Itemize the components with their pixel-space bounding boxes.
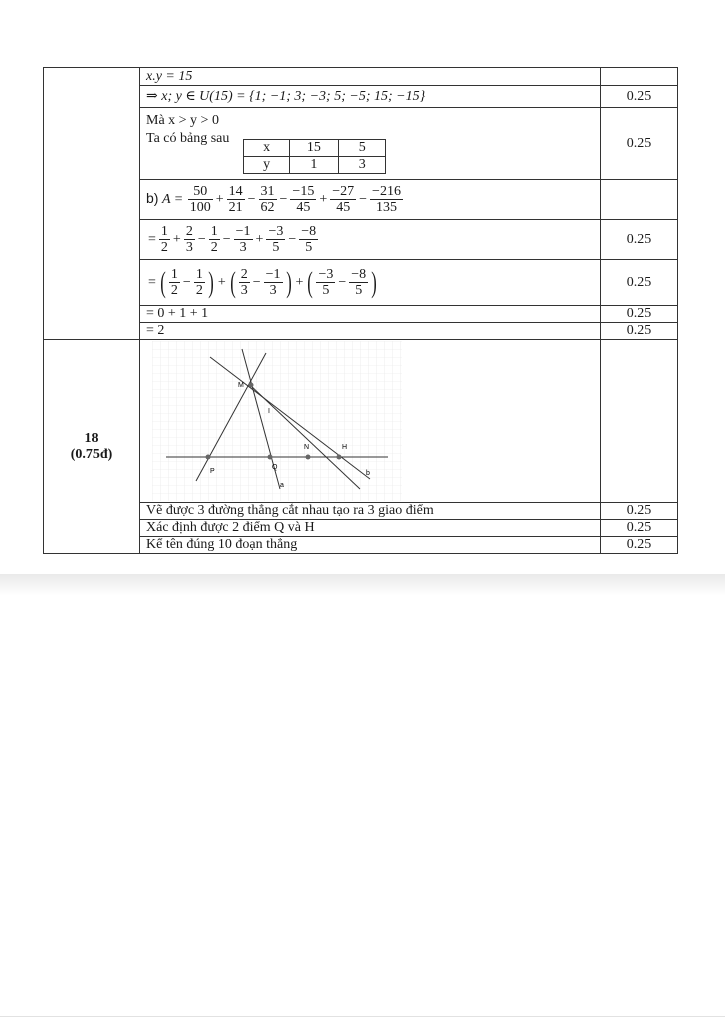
point-q — [268, 455, 273, 460]
numerator: −15 — [292, 183, 315, 199]
denominator: 2 — [160, 240, 168, 255]
step1-expression: = $\frac{1}{2}$ + $\frac{2}{3}$ − $\frac{1}{2}$ − $\frac{-1}{3}$ + $\frac{-3}{5}$ − $\frac{-8}{5}$ — [140, 220, 601, 260]
operator: − — [359, 191, 368, 207]
numerator: −1 — [265, 266, 281, 282]
operator: − — [338, 274, 347, 290]
numerator: 14 — [228, 183, 243, 199]
points: 0.25 — [601, 306, 678, 323]
b-fraction-list — [187, 183, 404, 215]
label-q: Q — [272, 464, 278, 471]
fraction — [259, 184, 277, 216]
point-m — [249, 383, 254, 388]
grading-table — [43, 67, 678, 554]
operator: − — [182, 274, 191, 290]
page-bottom-line — [0, 1016, 725, 1017]
numerator: 31 — [260, 183, 275, 199]
divisors-line: ⇒ x; y ∈ U(15) = {1; −1; 3; −3; 5; −5; 15; −15} — [140, 86, 601, 108]
parenthesis: ( — [307, 265, 314, 299]
label-h: H — [342, 444, 348, 451]
label-i: I — [268, 408, 270, 415]
label-n: N — [304, 444, 310, 451]
numerator: 1 — [210, 223, 218, 239]
numerator: 2 — [240, 266, 248, 282]
fraction — [316, 267, 335, 299]
numerator: 50 — [188, 184, 213, 200]
xy-cell: x — [244, 140, 289, 157]
criteria-text: Kể tên đúng 10 đoạn thẳng — [140, 537, 601, 554]
denominator: 45 — [336, 200, 351, 215]
operator: − — [222, 231, 231, 247]
point-n — [306, 455, 311, 460]
fraction — [349, 267, 368, 299]
label-m: M — [238, 382, 244, 389]
numerator: 1 — [195, 266, 203, 282]
criteria-row — [44, 537, 678, 554]
page-bottom-shadow — [0, 574, 725, 596]
geometry-figure — [152, 341, 402, 501]
operator: − — [247, 191, 256, 207]
fraction — [159, 224, 170, 256]
numerator: −3 — [318, 266, 334, 282]
question-cell-prev — [44, 68, 140, 340]
xy-cell: 1 — [289, 157, 338, 174]
denominator: 5 — [322, 283, 330, 298]
points: 0.25 — [601, 503, 678, 520]
b-expression — [140, 180, 601, 220]
step1-fraction-list — [158, 223, 319, 255]
criteria-text: Vẽ được 3 đường thẳng cắt nhau tạo ra 3 giao điểm — [140, 503, 601, 520]
parenthesis: ( — [229, 265, 236, 299]
parenthesis: ) — [208, 265, 214, 299]
label-a: a — [280, 482, 284, 489]
xy-cell: 15 — [289, 140, 338, 157]
row-step3 — [44, 306, 678, 323]
fraction — [299, 224, 318, 256]
xy-cell: 3 — [338, 157, 385, 174]
numerator: −27 — [332, 183, 355, 199]
denominator: 5 — [355, 283, 363, 298]
fraction — [239, 267, 250, 299]
operator: + — [319, 191, 328, 207]
denominator: 5 — [272, 240, 280, 255]
point-p — [206, 455, 211, 460]
fraction — [184, 224, 195, 256]
question-points: (0.75đ) — [70, 446, 113, 462]
fraction — [266, 224, 285, 256]
xy-table-row — [244, 157, 386, 174]
denominator: 3 — [269, 283, 277, 298]
denominator: 2 — [210, 240, 218, 255]
xy-value-table — [243, 139, 386, 174]
numerator: 1 — [170, 266, 178, 282]
row-xy — [44, 68, 678, 86]
denominator: 45 — [296, 200, 311, 215]
numerator: 2 — [185, 223, 193, 239]
points-empty — [601, 180, 678, 220]
operator: − — [197, 231, 206, 247]
row-step1 — [44, 220, 678, 260]
points-empty — [601, 68, 678, 86]
question-18-cell — [44, 340, 140, 554]
fraction — [209, 224, 220, 256]
denominator: 3 — [240, 283, 248, 298]
numerator: 1 — [160, 223, 168, 239]
operator: + — [172, 231, 181, 247]
operator: − — [288, 231, 297, 247]
denominator: 135 — [376, 200, 397, 215]
condition-cell — [140, 108, 601, 180]
part-b-label: b) — [146, 189, 159, 206]
figure-cell — [140, 340, 601, 503]
denominator: 3 — [239, 240, 247, 255]
fraction — [290, 184, 316, 216]
denominator: 3 — [185, 240, 193, 255]
numerator: −3 — [268, 223, 284, 239]
numerator: −8 — [301, 223, 317, 239]
fraction — [194, 267, 205, 299]
operator: + — [215, 191, 224, 207]
row-step4 — [44, 323, 678, 340]
points: 0.25 — [601, 323, 678, 340]
condition-line: Mà x > y > 0 — [146, 113, 219, 128]
denominator: 2 — [195, 283, 203, 298]
fraction — [234, 224, 253, 256]
row-step2 — [44, 260, 678, 306]
denominator: 100 — [189, 200, 211, 215]
step3-expression: = 0 + 1 + 1 — [140, 306, 601, 323]
operator: − — [252, 274, 261, 290]
label-b: b — [366, 470, 370, 477]
points-empty — [601, 340, 678, 503]
parenthesis: ( — [160, 265, 166, 299]
criteria-row — [44, 503, 678, 520]
xy-table-row — [244, 140, 386, 157]
operator: − — [279, 191, 288, 207]
row-b — [44, 180, 678, 220]
parenthesis: ) — [285, 265, 292, 299]
table-intro: Ta có bảng sau — [146, 131, 230, 146]
fraction — [188, 184, 213, 216]
points: 0.25 — [601, 220, 678, 260]
question-number: 18 — [84, 430, 99, 446]
points: 0.25 — [601, 520, 678, 537]
point-h — [337, 455, 342, 460]
points: 0.25 — [601, 260, 678, 306]
numerator: −216 — [372, 183, 401, 199]
xy-equation: x.y = 15 — [140, 68, 601, 86]
operator: + — [217, 274, 226, 290]
fraction — [169, 267, 180, 299]
step4-expression: = 2 — [140, 323, 601, 340]
criteria-text: Xác định được 2 điểm Q và H — [140, 520, 601, 537]
fraction — [227, 184, 245, 216]
fraction — [264, 267, 283, 299]
points: 0.25 — [601, 108, 678, 180]
numerator: −8 — [351, 266, 367, 282]
denominator: 62 — [260, 200, 275, 215]
xy-cell: 5 — [338, 140, 385, 157]
criteria-row — [44, 520, 678, 537]
points: 0.25 — [601, 86, 678, 108]
row-divisors — [44, 86, 678, 108]
fraction — [330, 184, 356, 216]
denominator: 5 — [305, 240, 313, 255]
xy-cell: y — [244, 157, 289, 174]
a-symbol: A = — [161, 191, 184, 207]
denominator: 21 — [228, 200, 243, 215]
label-p: P — [210, 468, 215, 475]
numerator: −1 — [235, 223, 251, 239]
row-q18-figure — [44, 340, 678, 503]
step2-fraction-list — [158, 265, 379, 299]
denominator: 2 — [170, 283, 178, 298]
parenthesis: ) — [371, 265, 377, 299]
row-xy-table — [44, 108, 678, 180]
points: 0.25 — [601, 537, 678, 554]
operator: + — [295, 274, 304, 290]
step2-expression: = ( $\frac{1}{2}$ − $\frac{1}{2}$ ) + ( $\frac{2}{3}$ − $\frac{-1}{3}$ ) + ( $\frac{-3}{5}$ − $\frac{-8}{5}$ ) — [140, 260, 601, 306]
operator: + — [255, 231, 264, 247]
fraction — [370, 184, 403, 216]
